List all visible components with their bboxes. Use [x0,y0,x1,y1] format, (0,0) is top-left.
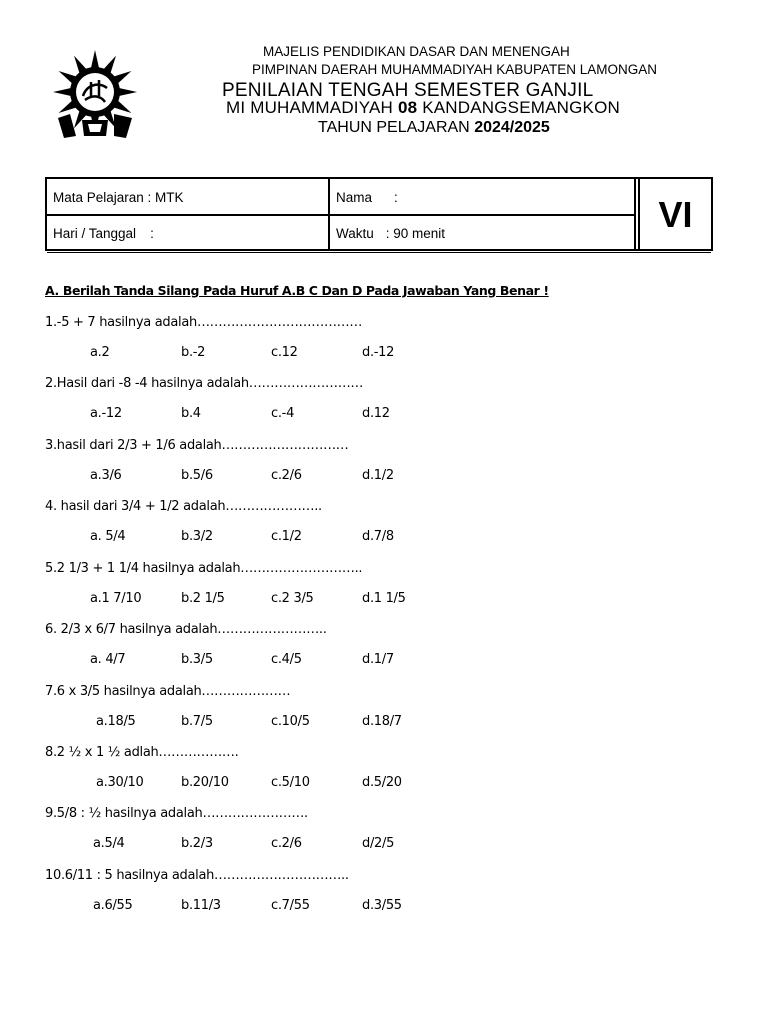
grade-label: VI [658,194,693,235]
question-5-option-d: d.1 1/5 [362,591,406,606]
question-7: 7.6 x 3/5 hasilnya adalah………………… [45,684,291,699]
question-4-option-c: c.1/2 [271,529,302,544]
question-4-option-b: b.3/2 [181,529,213,544]
question-7-option-d: d.18/7 [362,714,402,729]
question-9-option-d: d/2/5 [362,836,395,851]
header-line-1: MAJELIS PENDIDIKAN DASAR DAN MENENGAH [263,44,570,59]
question-5-option-c: c.2 3/5 [271,591,314,606]
question-10-option-a: a.6/55 [93,898,133,913]
question-4-option-d: d.7/8 [362,529,394,544]
question-8-option-b: b.20/10 [181,775,229,790]
question-9-option-c: c.2/6 [271,836,302,851]
exam-title: PENILAIAN TENGAH SEMESTER GANJIL [222,80,594,101]
school-name: MI MUHAMMADIYAH 08 KANDANGSEMANGKON [226,98,620,117]
header-line-2: PIMPINAN DAERAH MUHAMMADIYAH KABUPATEN LAMONGAN [252,62,658,77]
question-1-option-b: b.-2 [181,345,206,360]
question-7-option-a: a.18/5 [96,714,136,729]
question-5-option-b: b.2 1/5 [181,591,225,606]
question-10-option-b: b.11/3 [181,898,221,913]
question-7-option-b: b.7/5 [181,714,213,729]
question-1-option-a: a.2 [90,345,110,360]
date-field: Hari / Tanggal : [53,226,154,241]
question-3-option-c: c.2/6 [271,468,302,483]
question-10-option-d: d.3/55 [362,898,402,913]
question-10: 10.6/11 : 5 hasilnya adalah………………………….. [45,868,349,883]
question-1-option-c: c.12 [271,345,298,360]
question-3-option-d: d.1/2 [362,468,394,483]
muhammadiyah-logo-icon [50,48,140,140]
question-6-option-a: a. 4/7 [90,652,126,667]
question-4: 4. hasil dari 3/4 + 1/2 adalah………………….. [45,499,322,514]
question-9: 9.5/8 : ½ hasilnya adalah……………………. [45,806,308,821]
question-7-option-c: c.10/5 [271,714,310,729]
question-3: 3.hasil dari 2/3 + 1/6 adalah………………………… [45,438,349,453]
question-8-option-c: c.5/10 [271,775,310,790]
question-3-option-a: a.3/6 [90,468,122,483]
question-10-option-c: c.7/55 [271,898,310,913]
question-6-option-d: d.1/7 [362,652,394,667]
question-8-option-a: a.30/10 [96,775,144,790]
question-6-option-c: c.4/5 [271,652,302,667]
section-a-instruction: A. Berilah Tanda Silang Pada Huruf A.B C Dan D Pada Jawaban Yang Benar ! [45,283,549,298]
question-2-option-d: d.12 [362,406,390,421]
name-field: Nama : [336,189,398,205]
time-field: Waktu : 90 menit [336,226,446,241]
question-3-option-b: b.5/6 [181,468,213,483]
academic-year: TAHUN PELAJARAN 2024/2025 [318,119,550,136]
question-6: 6. 2/3 x 6/7 hasilnya adalah…………………….. [45,622,327,637]
question-9-option-b: b.2/3 [181,836,213,851]
subject-field: Mata Pelajaran : MTK [53,189,184,205]
question-4-option-a: a. 5/4 [90,529,126,544]
question-5: 5.2 1/3 + 1 1/4 hasilnya adalah……………………….. [45,561,363,576]
question-2-option-a: a.-12 [90,406,122,421]
question-2-option-c: c.-4 [271,406,295,421]
question-6-option-b: b.3/5 [181,652,213,667]
exam-info-table [45,177,713,251]
question-8-option-d: d.5/20 [362,775,402,790]
question-5-option-a: a.1 7/10 [90,591,142,606]
question-2-option-b: b.4 [181,406,201,421]
question-8: 8.2 ½ x 1 ½ adlah………………. [45,745,239,760]
question-9-option-a: a.5/4 [93,836,125,851]
question-1-option-d: d.-12 [362,345,395,360]
question-2: 2.Hasil dari -8 -4 hasilnya adalah……………………… [45,376,364,391]
question-1: 1.-5 + 7 hasilnya adalah………………………………… [45,315,363,330]
